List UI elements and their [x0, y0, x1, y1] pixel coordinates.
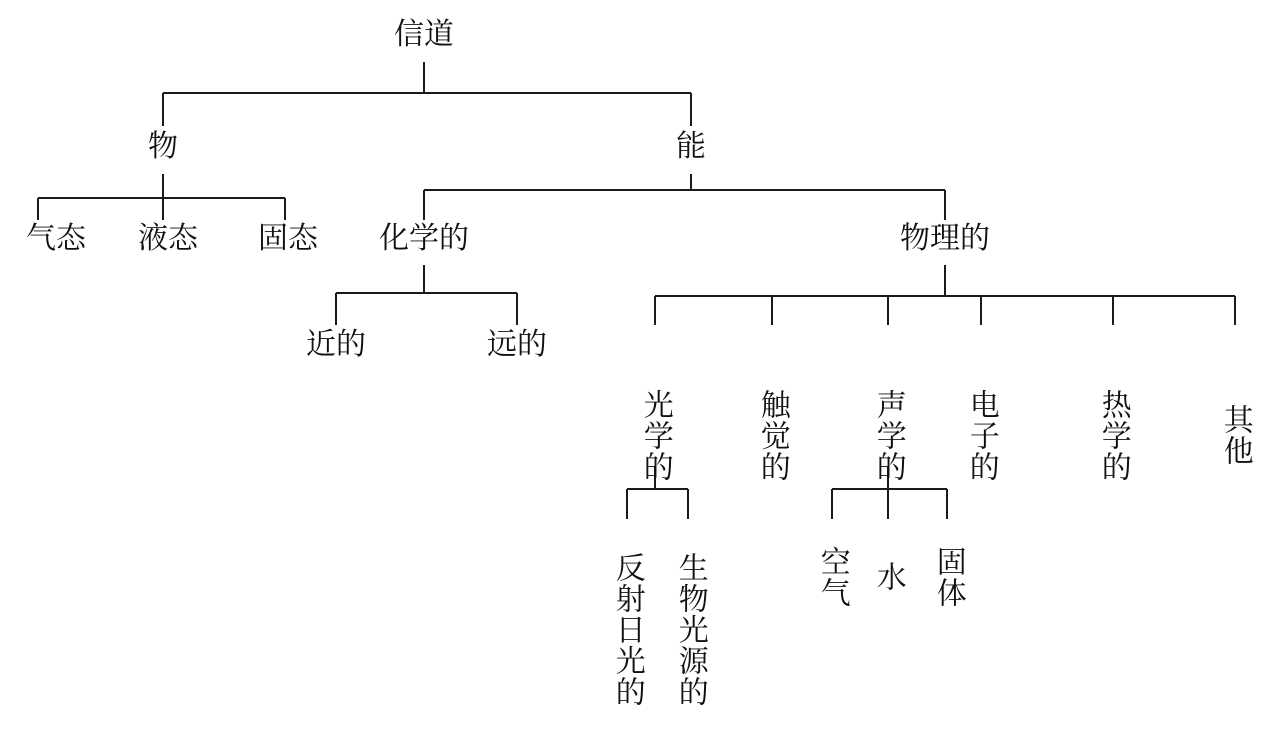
node-yetai: 液态 [138, 222, 198, 255]
node-wu: 物 [148, 130, 178, 163]
node-yuande: 远的 [487, 328, 547, 361]
node-shengxuede: 声学的 [871, 388, 905, 482]
node-qita: 其他 [1218, 404, 1252, 466]
node-jinde: 近的 [306, 328, 366, 361]
node-guti: 固体 [931, 545, 965, 608]
node-chujuede: 触觉的 [755, 388, 789, 482]
node-huaxuede: 化学的 [379, 222, 469, 255]
node-kongqi: 空气 [815, 545, 849, 608]
node-neng: 能 [676, 130, 706, 163]
node-guangxuede: 光学的 [638, 388, 672, 482]
node-dianzide: 电子的 [964, 388, 998, 482]
node-root: 信道 [394, 18, 454, 51]
node-fansheriguangde: 反射日光的 [610, 551, 644, 707]
node-shengwuguangyuande: 生物光源的 [673, 551, 707, 707]
node-gutai: 固态 [258, 222, 318, 255]
node-shui: 水 [871, 561, 905, 592]
node-rexuede: 热学的 [1096, 388, 1130, 482]
node-qitai: 气态 [26, 222, 86, 255]
node-wulide: 物理的 [900, 222, 990, 255]
